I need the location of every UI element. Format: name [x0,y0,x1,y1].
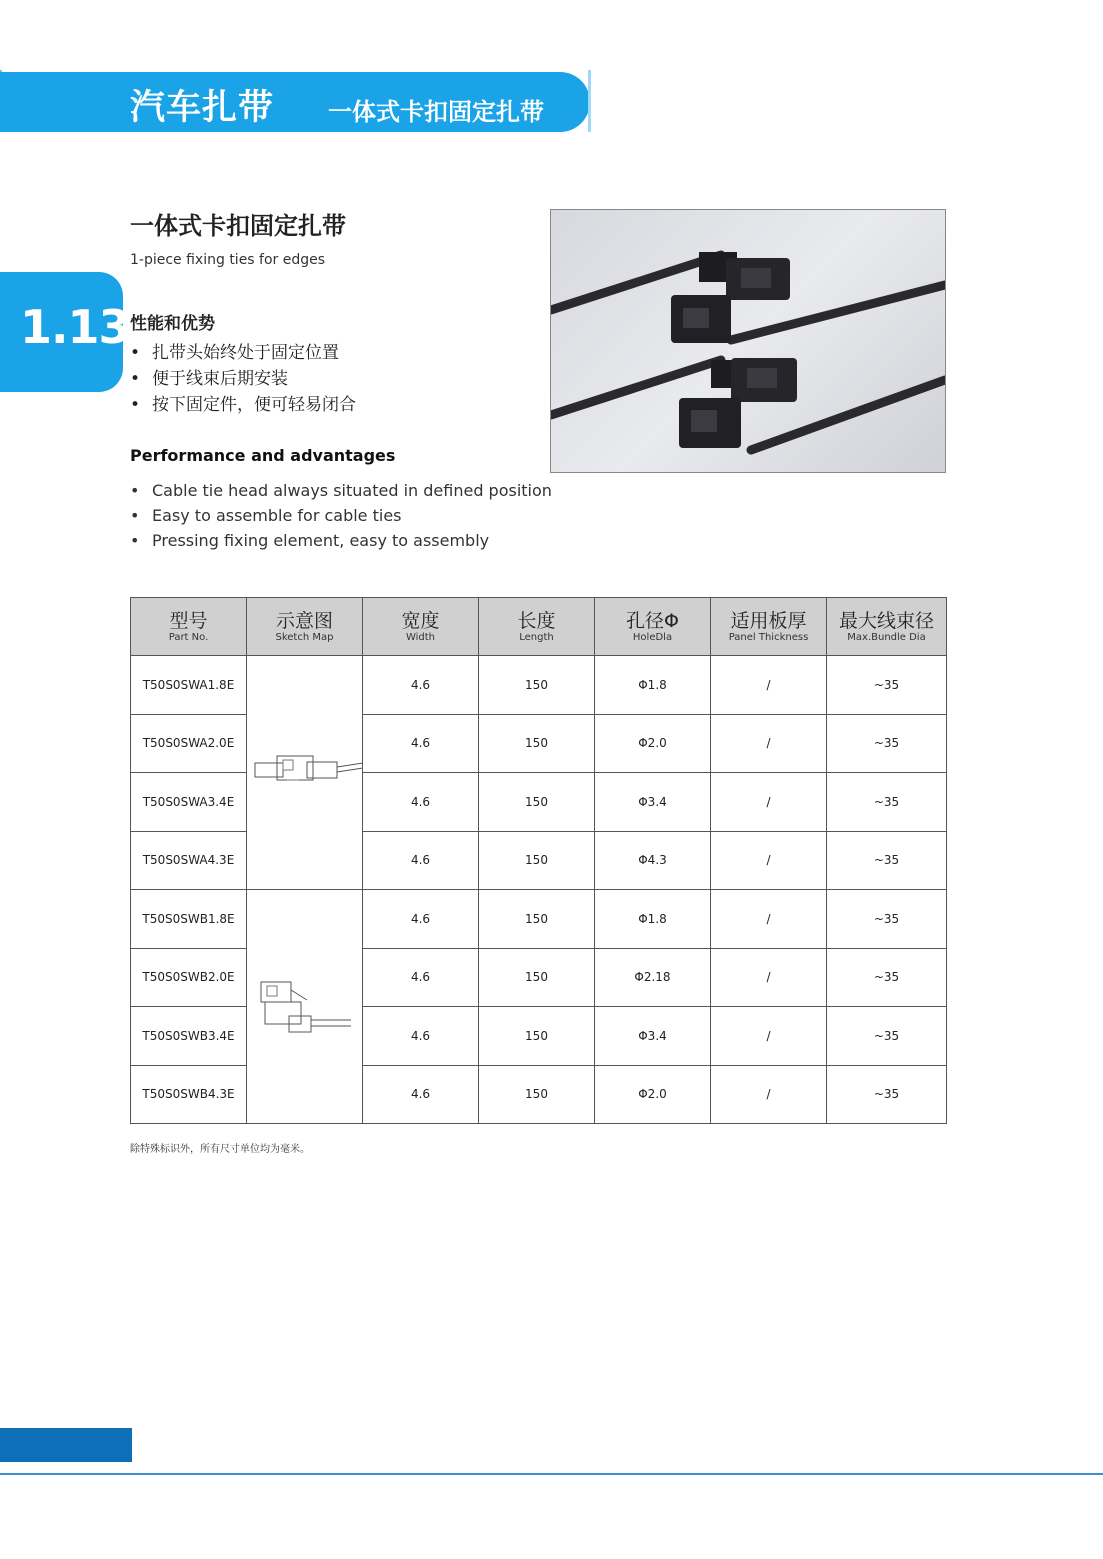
cell-hole: Φ4.3 [595,831,711,890]
cell-length: 150 [479,1007,595,1066]
cell-panel: / [711,948,827,1007]
list-item-text: Easy to assemble for cable ties [152,506,402,525]
cell-panel: / [711,656,827,715]
cell-part: T50S0SWA1.8E [131,656,247,715]
cell-width: 4.6 [363,831,479,890]
list-item [130,366,356,392]
cell-length: 150 [479,1065,595,1124]
cell-part: T50S0SWA2.0E [131,714,247,773]
footer-line [0,1473,1103,1475]
cell-part: T50S0SWA4.3E [131,831,247,890]
cell-width: 4.6 [363,1065,479,1124]
product-photo [550,209,946,473]
list-item [130,340,356,366]
table-header-row [131,598,947,656]
sketch-b-drawing [247,890,363,1120]
section-number: 1.13 [20,300,130,354]
list-item-text: Pressing fixing element, easy to assembly [152,531,490,550]
sketch-b [247,890,363,1124]
section-tab [0,272,130,392]
bullet: • [130,481,140,500]
cable-ties-illustration [551,210,945,472]
sketch-a-drawing [247,656,363,886]
header-length: 长度 Length [479,598,595,656]
list-item-text: 按下固定件，便可轻易闭合 [152,395,356,415]
cell-length: 150 [479,773,595,832]
cell-bundle: ~35 [827,890,947,949]
spec-table [130,597,947,1124]
cell-panel: / [711,773,827,832]
footer-block [0,1428,132,1462]
performance-list-en [130,478,552,553]
bullet: • [130,395,141,415]
cell-width: 4.6 [363,948,479,1007]
cell-part: T50S0SWB4.3E [131,1065,247,1124]
product-title-en: 1-piece fixing ties for edges [130,252,326,268]
header-edge [588,70,591,132]
cell-hole: Φ3.4 [595,1007,711,1066]
cell-hole: Φ2.18 [595,948,711,1007]
cell-part: T50S0SWB2.0E [131,948,247,1007]
cell-panel: / [711,831,827,890]
cell-part: T50S0SWB3.4E [131,1007,247,1066]
performance-heading-cn: 性能和优势 [130,314,215,334]
header-panel-thickness: 适用板厚 Panel Thickness [711,598,827,656]
bullet: • [130,369,141,389]
cell-length: 150 [479,831,595,890]
cell-width: 4.6 [363,890,479,949]
cell-hole: Φ3.4 [595,773,711,832]
sketch-a [247,656,363,890]
header-part-no: 型号 Part No. [131,598,247,656]
list-item-text: 便于线束后期安装 [152,369,288,389]
cell-panel: / [711,890,827,949]
list-item [130,528,552,553]
header-width: 宽度 Width [363,598,479,656]
cell-length: 150 [479,948,595,1007]
header-hole-dia: 孔径Φ HoleDla [595,598,711,656]
header-sketch: 示意图 Sketch Map [247,598,363,656]
cell-hole: Φ2.0 [595,714,711,773]
table-row [131,890,947,949]
cell-bundle: ~35 [827,948,947,1007]
cell-width: 4.6 [363,773,479,832]
cell-width: 4.6 [363,714,479,773]
bullet: • [130,531,140,550]
cell-length: 150 [479,656,595,715]
cell-part: T50S0SWA3.4E [131,773,247,832]
table-row [131,656,947,715]
bullet: • [130,343,141,363]
cell-bundle: ~35 [827,831,947,890]
list-item-text: 扎带头始终处于固定位置 [152,343,339,363]
cell-panel: / [711,1065,827,1124]
cell-part: T50S0SWB1.8E [131,890,247,949]
cell-bundle: ~35 [827,1007,947,1066]
cell-bundle: ~35 [827,714,947,773]
cell-length: 150 [479,890,595,949]
cell-panel: / [711,1007,827,1066]
cell-bundle: ~35 [827,1065,947,1124]
cell-length: 150 [479,714,595,773]
cell-width: 4.6 [363,656,479,715]
bullet: • [130,506,140,525]
product-title-cn: 一体式卡扣固定扎带 [130,212,346,240]
list-item [130,478,552,503]
unit-note: 除特殊标识外，所有尺寸单位均为毫米。 [130,1144,310,1155]
header-max-bundle: 最大线束径 Max.Bundle Dia [827,598,947,656]
list-item [130,392,356,418]
cell-hole: Φ1.8 [595,890,711,949]
list-item [130,503,552,528]
performance-heading-en: Performance and advantages [130,446,396,465]
cell-hole: Φ1.8 [595,656,711,715]
cell-bundle: ~35 [827,773,947,832]
list-item-text: Cable tie head always situated in defined position [152,481,552,500]
performance-list-cn [130,340,356,418]
header-title: 汽车扎带 [130,88,275,128]
cell-hole: Φ2.0 [595,1065,711,1124]
cell-width: 4.6 [363,1007,479,1066]
cell-bundle: ~35 [827,656,947,715]
header-subtitle: 一体式卡扣固定扎带 [328,98,544,126]
cell-panel: / [711,714,827,773]
